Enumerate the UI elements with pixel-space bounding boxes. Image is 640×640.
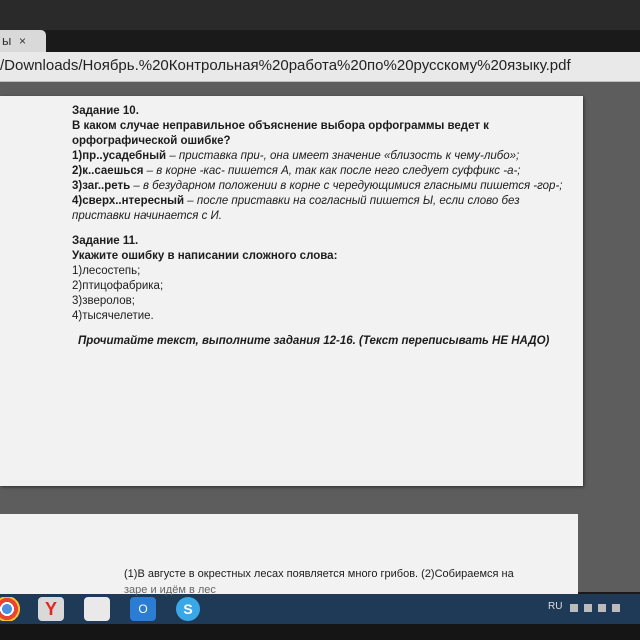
network-icon[interactable] [584,604,592,612]
pdf-page-2 [0,514,578,604]
monitor-bezel-top [0,0,640,30]
page-content [72,104,572,349]
chrome-icon[interactable] [0,597,20,621]
page2-line-1: (1)В августе в окрестных лесах появляется много грибов. (2)Собираемся на [124,568,514,580]
skype-icon[interactable]: S [176,597,200,621]
option-num: 1) [72,150,83,162]
battery-icon[interactable] [612,604,620,612]
language-indicator[interactable]: RU [548,601,563,612]
task11-option-3: 3)зверолов; [72,295,135,307]
option-word: пр..усадебный [82,150,167,162]
task11-option-2: 2)птицофабрика; [72,280,164,292]
option-word: сверх..нтересный [82,195,185,207]
yandex-icon[interactable]: Y [38,597,64,621]
tab-label: ы [2,33,12,48]
task10-option-1 [72,149,572,164]
option-word: заг..реть [82,180,131,192]
task11-question: Укажите ошибку в написании сложного слова: [72,250,338,262]
flag-icon[interactable] [570,604,578,612]
option-text: – приставка при-, она имеет значение «близость к чему-либо»; [166,150,520,162]
volume-icon[interactable] [598,604,606,612]
close-icon[interactable]: × [18,34,26,48]
reading-instruction: Прочитайте текст, выполните задания 12-16. (Текст переписывать НЕ НАДО) [78,335,550,347]
task11-option-1: 1)лесостепь; [72,265,141,277]
task10-option-3 [72,179,572,194]
option-text: – после приставки на согласный пишется Ы, если слово без приставки начинается с И. [72,195,520,222]
monitor-bezel-bottom [0,624,640,640]
option-text: – в безударном положении в корне с чередующимися гласными пишется -гор-; [130,180,563,192]
task10-title: Задание 10. [72,105,139,117]
option-num: 4) [72,195,83,207]
option-word: к..саешься [82,165,144,177]
pdf-viewer [0,82,640,592]
option-num: 3) [72,180,83,192]
task10-option-2 [72,164,572,179]
task10-question: В каком случае неправильное объяснение выбора орфограммы ведет к орфографической ошибке? [72,120,489,147]
address-bar[interactable] [0,52,640,82]
browser-icon[interactable] [84,597,110,621]
pdf-page-1 [0,96,583,486]
taskbar [0,594,640,624]
url-text[interactable]: /Downloads/Ноябрь.%20Контрольная%20работа%20по%20русскому%20языку.pdf [0,57,571,74]
task11-option-4: 4)тысячелетие. [72,310,154,322]
task10-option-4 [72,194,572,224]
option-num: 2) [72,165,83,177]
outlook-icon[interactable]: O [130,597,156,621]
task11-title: Задание 11. [72,235,139,247]
option-text: – в корне -кас- пишется А, так как после него следует суффикс -а-; [143,165,521,177]
browser-tab[interactable] [0,30,46,52]
page2-line-2: заре и идём в лес [124,584,216,596]
